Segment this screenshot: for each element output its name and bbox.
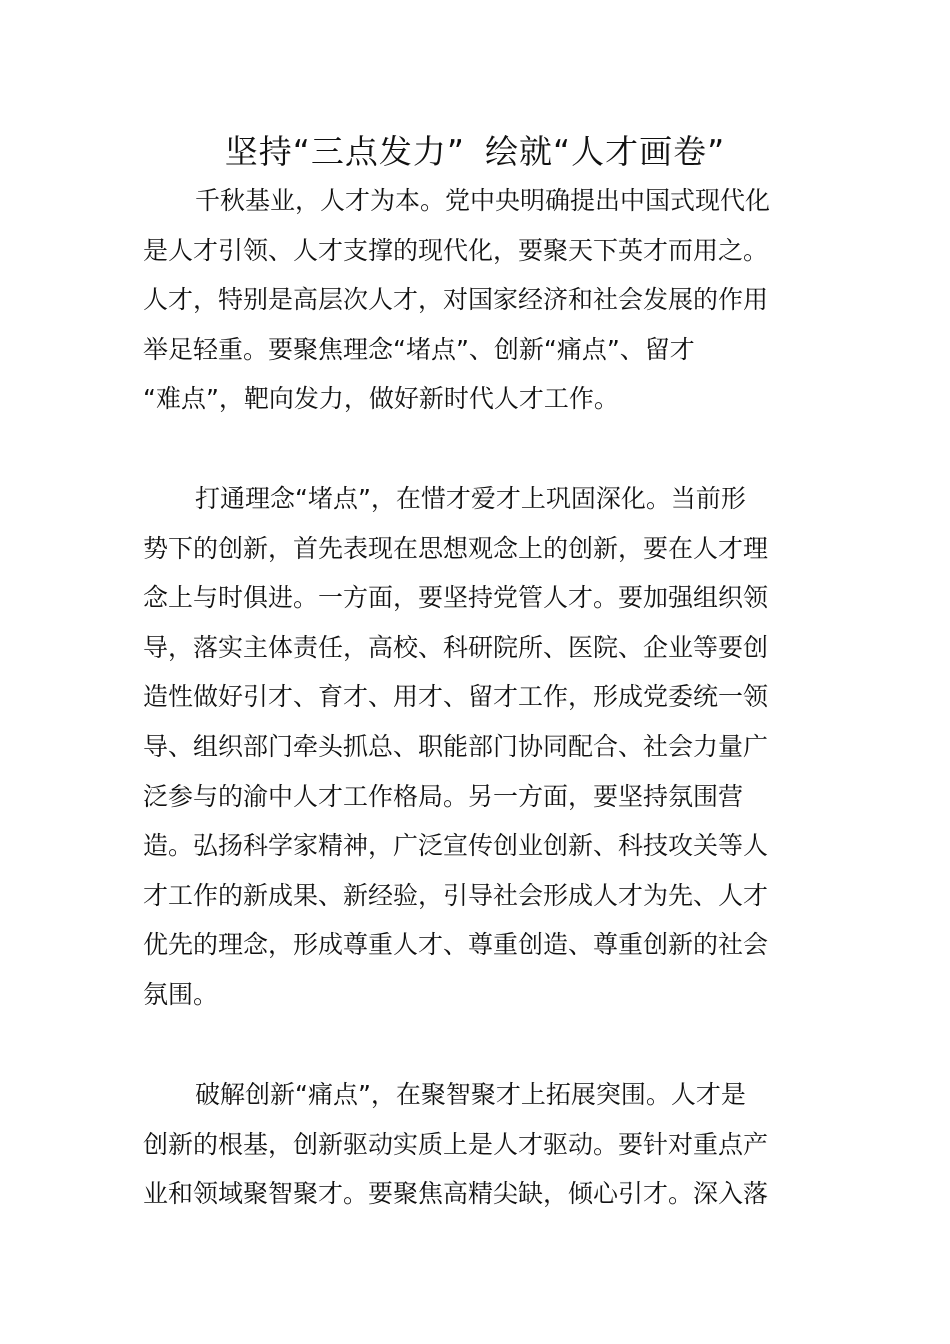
- paragraph-line: 导，落实主体责任，高校、科研院所、医院、企业等要创: [143, 632, 769, 662]
- paragraph-line: 千秋基业，人才为本。党中央明确提出中国式现代化: [195, 186, 771, 215]
- title-part-2: 绘就“人才画卷”: [485, 132, 726, 171]
- paragraph-line: 造性做好引才、育才、用才、留才工作，形成党委统一领: [143, 682, 769, 712]
- paragraph-line: 业和领域聚智聚才。要聚焦高精尖缺，倾心引才。深入落: [143, 1179, 769, 1209]
- paragraph-intro: [143, 176, 809, 424]
- paragraph-line: 势下的创新，首先表现在思想观念上的创新，要在人才理: [143, 533, 769, 563]
- paragraph-line: 打通理念“堵点”，在惜才爱才上巩固深化。当前形: [195, 484, 746, 513]
- paragraph-line: 举足轻重。要聚焦理念“堵点”、创新“痛点”、留才: [143, 334, 695, 364]
- paragraph-line: 人才，特别是高层次人才，对国家经济和社会发展的作用: [143, 285, 769, 315]
- paragraph-line: 泛参与的渝中人才工作格局。另一方面，要坚持氛围营: [143, 781, 744, 811]
- paragraph-line: 是人才引领、人才支撑的现代化，要聚天下英才而用之。: [143, 235, 769, 265]
- paragraph-concept-blockage: [143, 474, 809, 1020]
- paragraph-line: 导、组织部门牵头抓总、职能部门协同配合、社会力量广: [143, 731, 769, 761]
- paragraph-innovation-pain-point: [143, 1070, 809, 1219]
- paragraph-line: 优先的理念，形成尊重人才、尊重创造、尊重创新的社会: [143, 930, 769, 960]
- title-part-1: 坚持“三点发力”: [224, 132, 465, 171]
- paragraph-line: 念上与时俱进。一方面，要坚持党管人才。要加强组织领: [143, 583, 769, 613]
- paragraph-line: 创新的根基，创新驱动实质上是人才驱动。要针对重点产: [143, 1129, 769, 1159]
- paragraph-line: 才工作的新成果、新经验，引导社会形成人才为先、人才: [143, 880, 769, 910]
- paragraph-line: 氛围。: [143, 979, 219, 1009]
- document-title: [0, 126, 950, 178]
- paragraph-line: “难点”，靶向发力，做好新时代人才工作。: [143, 384, 619, 414]
- paragraph-line: 破解创新“痛点”，在聚智聚才上拓展突围。人才是: [195, 1080, 746, 1109]
- paragraph-line: 造。弘扬科学家精神，广泛宣传创业创新、科技攻关等人: [143, 831, 769, 861]
